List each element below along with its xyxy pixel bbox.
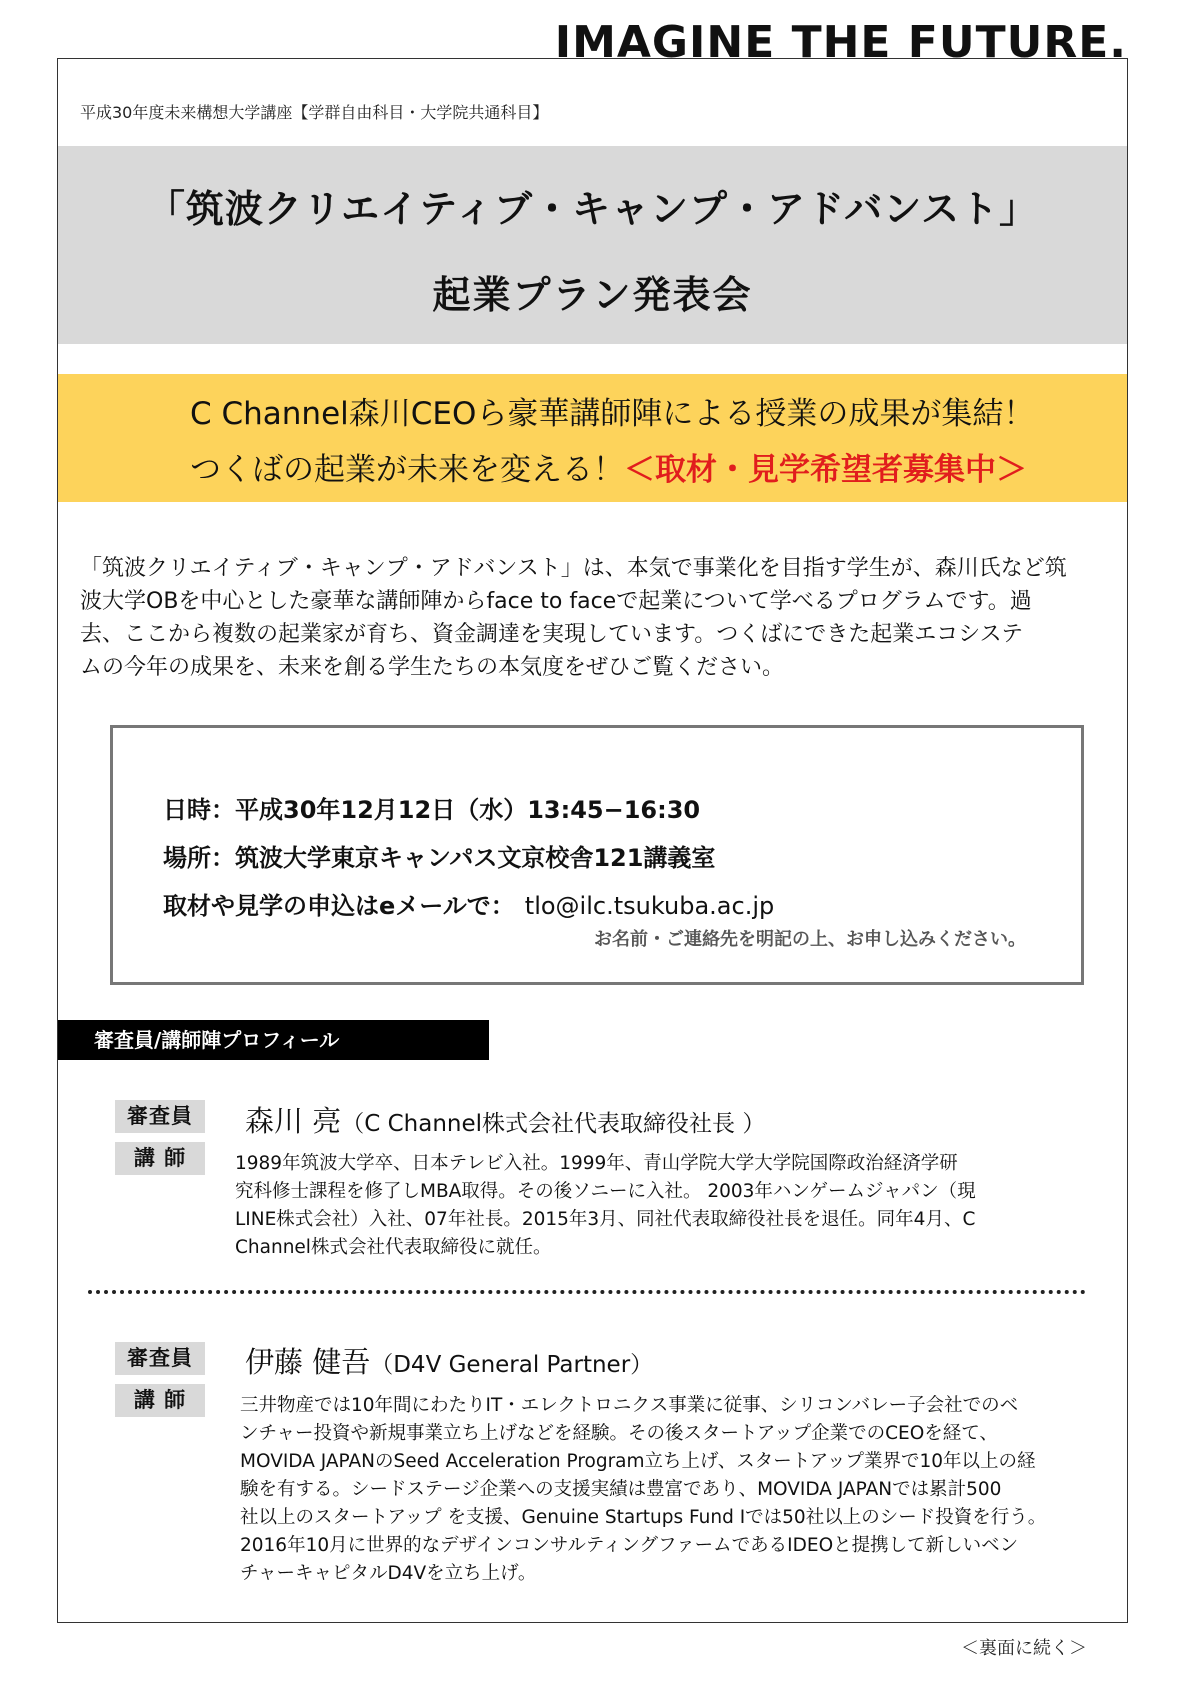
lecturer-tag: 講 師 [115, 1384, 205, 1417]
profile-bio [235, 1150, 976, 1262]
person-affiliation: （D4V General Partner） [370, 1352, 654, 1378]
intro-line: 去、ここから複数の起業家が育ち、資金調達を実現しています。つくばにできた起業エコシステ [80, 622, 1024, 647]
course-label: 平成30年度未来構想大学講座【学群自由科目・大学院共通科目】 [80, 103, 549, 122]
person-name: 森川 亮 [245, 1104, 342, 1138]
profile-name [245, 1099, 765, 1140]
event-place: 場所：筑波大学東京キャンパス文京校舎121講義室 [163, 844, 716, 872]
bio-line: Channel株式会社代表取締役に就任。 [235, 1237, 552, 1258]
intro-line: ムの今年の成果を、未来を創る学生たちの本気度をぜひご覧ください。 [80, 655, 785, 680]
apply-note: お名前・ご連絡先を明記の上、お申し込みください。 [594, 929, 1026, 950]
bio-line: 験を有する。シードステージ企業への支援実績は豊富であり、MOVIDA JAPANでは累計500 [240, 1479, 1002, 1500]
bio-line: 究科修士課程を修了しMBA取得。その後ソニーに入社。 2003年ハンゲームジャパン（現 [235, 1181, 976, 1202]
promo-banner [58, 374, 1127, 502]
intro-line: 波大学OBを中心とした豪華な講師陣からface to faceで起業について学べるプログラムです。過 [80, 589, 1032, 614]
bio-line: LINE株式会社）入社、07年社長。2015年3月、同社代表取締役社長を退任。同年4月、C [235, 1209, 976, 1230]
banner-line-2-prefix: つくばの起業が未来を変える！ [190, 452, 624, 488]
profile-name [245, 1340, 653, 1381]
judge-tag: 審査員 [115, 1100, 205, 1133]
apply-label: 取材や見学の申込はeメールで： [163, 892, 515, 920]
bio-line: 社以上のスタートアップ を支援、Genuine Startups Fund Iでは50社以上のシード投資を行う。 [240, 1507, 1047, 1528]
bio-line: チャーキャピタルD4Vを立ち上げ。 [240, 1563, 537, 1584]
person-name: 伊藤 健吾 [245, 1345, 371, 1379]
profile-bio [240, 1392, 1046, 1588]
continue-note: ＜裏面に続く＞ [961, 1638, 1087, 1659]
banner-highlight: ＜取材・見学希望者募集中＞ [624, 452, 1027, 488]
bio-line: 1989年筑波大学卒、日本テレビ入社。1999年、青山学院大学大学院国際政治経済学研 [235, 1153, 958, 1174]
bio-line: 三井物産では10年間にわたりIT・エレクトロニクス事業に従事、シリコンバレー子会社でのベ [240, 1395, 1019, 1416]
event-info-box [110, 725, 1084, 985]
banner-line-1: C Channel森川CEOら豪華講師陣による授業の成果が集結！ [190, 396, 1035, 432]
intro-line: 「筑波クリエイティブ・キャンプ・アドバンスト」は、本気で事業化を目指す学生が、森川氏など筑 [80, 556, 1067, 581]
intro-paragraph [80, 552, 1120, 684]
contact-email-link[interactable]: tlo@ilc.tsukuba.ac.jp [524, 892, 775, 920]
lecturer-tag: 講 師 [115, 1142, 205, 1175]
event-datetime: 日時：平成30年12月12日（水）13:45−16:30 [163, 796, 701, 824]
bio-line: MOVIDA JAPANのSeed Acceleration Program立ち上げ、スタートアップ業界で10年以上の経 [240, 1451, 1036, 1472]
judge-tag: 審査員 [115, 1342, 205, 1375]
profiles-section-title: 審査員/講師陣プロフィール [58, 1020, 489, 1060]
event-title: 起業プラン発表会 [432, 273, 753, 317]
bio-line: ンチャー投資や新規事業立ち上げなどを経験。その後スタートアップ企業でのCEOを経て、 [240, 1423, 998, 1444]
title-band [58, 146, 1127, 344]
event-apply [163, 886, 774, 921]
banner-line-2 [190, 444, 1027, 489]
bio-line: 2016年10月に世界的なデザインコンサルティングファームであるIDEOと提携して新しいベン [240, 1535, 1019, 1556]
program-title: 「筑波クリエイティブ・キャンプ・アドバンスト」 [146, 187, 1039, 231]
slogan-headline: IMAGINE THE FUTURE. [554, 17, 1127, 68]
person-affiliation: （C Channel株式会社代表取締役社長 ） [341, 1111, 766, 1137]
dotted-divider [88, 1290, 1086, 1294]
